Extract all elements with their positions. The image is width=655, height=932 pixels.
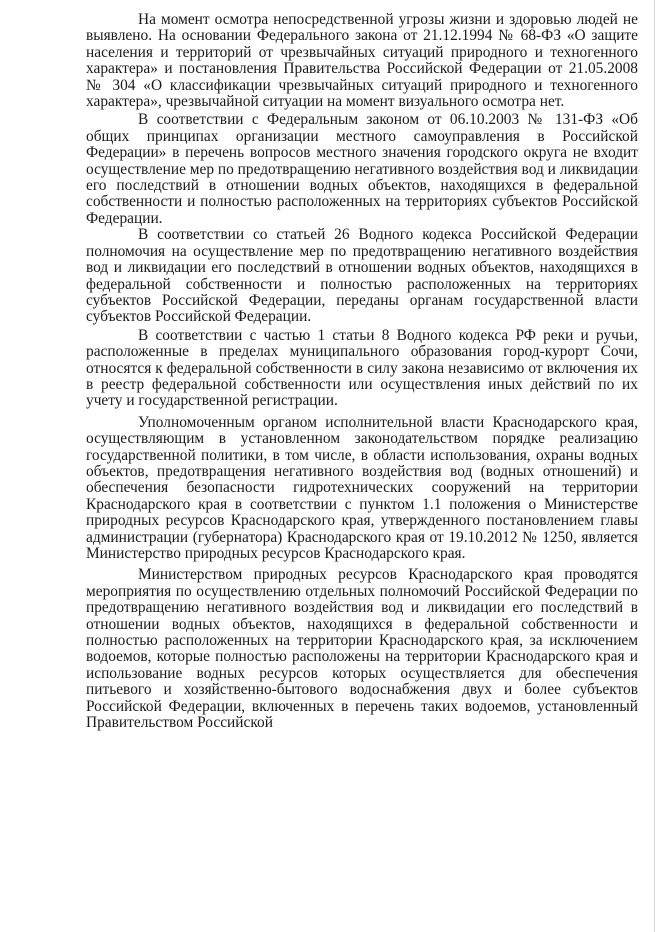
paragraph-ministry-measures: Министерством природных ресурсов Краснодарского края проводятся мероприятия по осуществлению отдельных полномочий Российской Федерации по предотвращению негативного воздействия вод и ликвидации его последствий в отношении водных объектов, находящихся в федеральной собственности и полностью расположенных на территории Краснодарского края, за исключением водоемов, которые полностью расположены на территории Краснодарского края и использование водных ресурсов которых осуществляется для обеспечения питьевого и хозяйственно-бытового водоснабжения двух и более субъектов Российской Федерации, включенных в перечень таких водоемов, установленный Правительством Российской — [86, 566, 638, 732]
paragraph-federal-law-131: В соответствии с Федеральным законом от 06.10.2003 № 131-ФЗ «Об общих принципах организации местного самоуправления в Российской Федерации» в перечень вопросов местного значения городского округа не входит осуществление мер по предотвращению негативного воздействия вод и ликвидации его последствий в отношении водных объектов, находящихся в федеральной собственности и полностью расположенных на территориях субъектов Российской Федерации. — [86, 111, 638, 227]
document-body — [86, 12, 638, 731]
paragraph-water-code-article-8: В соответствии с частью 1 статьи 8 Водного кодекса РФ реки и ручьи, расположенные в пределах муниципального образования город-курорт Сочи, относятся к федеральной собственности в силу закона независимо от включения их в реестр федеральной собственности или осуществления иных действий по их учету и государственной регистрации. — [86, 326, 638, 410]
paragraph-no-threat: На момент осмотра непосредственной угрозы жизни и здоровью людей не выявлено. На основании Федерального закона от 21.12.1994 № 68-ФЗ «О защите населения и территорий от чрезвычайных ситуаций природного и техногенного характера» и постановления Правительства Российской Федерации от 21.05.2008 № 304 «О классификации чрезвычайных ситуаций природного и техногенного характера», чрезвычайной ситуации на момент визуального осмотра нет. — [86, 11, 638, 111]
paragraph-authorized-body: Уполномоченным органом исполнительной власти Краснодарского края, осуществляющим в установленном законодательством порядке реализацию государственной политики, в том числе, в области использования, охраны водных объектов, предотвращения негативного воздействия вод (водных отношений) и обеспечения безопасности гидротехнических сооружений на территории Краснодарского края в соответствии с пунктом 1.1 положения о Министерстве природных ресурсов Краснодарского края, утвержденного постановлением главы администрации (губернатора) Краснодарского края от 19.10.2012 № 1250, является Министерство природных ресурсов Краснодарского края. — [86, 413, 638, 562]
paragraph-water-code-article-26: В соответствии со статьей 26 Водного кодекса Российской Федерации полномочия на осуществление мер по предотвращению негативного воздействия вод и ликвидации его последствий в отношении водных объектов, находящихся в федеральной собственности и полностью расположенных на территориях субъектов Российской Федерации, переданы органам государственной власти субъектов Российской Федерации. — [86, 226, 638, 326]
